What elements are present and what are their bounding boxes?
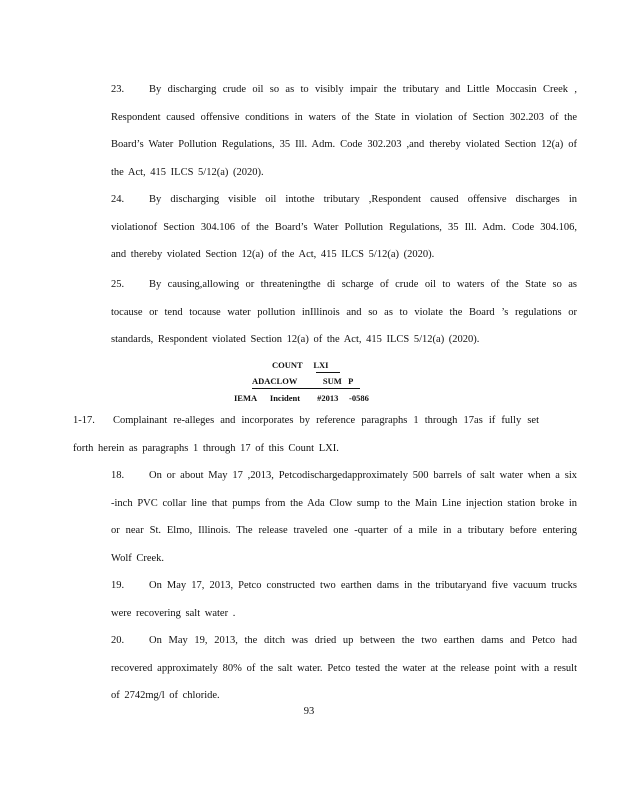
paragraph-23 — [73, 76, 577, 186]
paragraph-number: 19. — [111, 580, 125, 591]
incident-label: Incident — [269, 393, 301, 403]
paragraph-text: By discharging crude oil so as to visibly impair the tributary and Little Moccasin Creek , Respondent caused offensive conditions in waters of the State in violation of Section 302.203 of the Board’s Water Pollution Regulations, 35 Ill. Adm. Code 302.203 ,and thereby violated Section 12(a) of the Act, 415 ILCS 5/12(a) (2020). — [111, 84, 577, 178]
incident-number: #2013 — [317, 393, 339, 403]
agency: IEMA — [234, 393, 258, 403]
count-label: COUNT — [272, 360, 303, 370]
paragraph-20 — [73, 627, 577, 710]
incident-code: -0586 — [349, 393, 369, 403]
sum-label: SUM — [322, 376, 342, 386]
paragraph-text: On May 17, 2013, Petco constructed two earthen dams in the tributaryand five vacuum trucks were recovering salt water . — [111, 580, 577, 619]
count-roman: LXI — [313, 360, 329, 370]
paragraph-1-17 — [73, 407, 539, 462]
paragraph-number: 25. — [111, 279, 125, 290]
count-title — [272, 360, 328, 370]
site-name: ADACLOW — [252, 376, 298, 386]
paragraph-number: 24. — [111, 194, 125, 205]
paragraph-19 — [73, 572, 577, 627]
paragraph-18 — [73, 462, 577, 572]
paragraph-number: 18. — [111, 470, 125, 481]
paragraph-text: By causing,allowing or threateningthe di scharge of crude oil to waters of the State so as tocause or tend tocause water pollution inIllinois and so as to violate the Board ’s regulations or standards, Respondent violated Section 12(a) of the Act, 415 ILCS 5/12(a) (2020). — [111, 279, 577, 345]
paragraph-text: Complainant re-alleges and incorporates by reference paragraphs 1 through 17as if fully set forth herein as paragraphs 1 through 17 of this Count LXI. — [73, 415, 539, 454]
paragraph-number: 1-17. — [73, 415, 95, 426]
incident-line — [234, 393, 369, 403]
p-label: P — [348, 376, 354, 386]
paragraph-24 — [73, 186, 577, 269]
paragraph-text: By discharging visible oil intothe tributary ,Respondent caused offensive discharges in violationof Section 304.106 of the Board’s Water Pollution Regulations, 35 Ill. Adm. Code 304.106, and thereby violated Section 12(a) of the Act, 415 ILCS 5/12(a) (2020). — [111, 194, 577, 260]
paragraph-number: 20. — [111, 635, 125, 646]
page-number: 93 — [303, 706, 315, 717]
subtitle-underline — [252, 388, 360, 389]
count-subtitle — [252, 376, 353, 386]
paragraph-text: On May 19, 2013, the ditch was dried up between the two earthen dams and Petco had recovered approximately 80% of the salt water. Petco tested the water at the release point with a result of 2742mg/l of chloride. — [111, 635, 577, 701]
header-underline — [316, 372, 340, 373]
paragraph-25 — [73, 271, 577, 354]
paragraph-text: On or about May 17 ,2013, Petcodischargedapproximately 500 barrels of salt water when a six -inch PVC collar line that pumps from the Ada Clow sump to the Main Line injection station broke in or near St. Elmo, Illinois. The release traveled one -quarter of a mile in a tributary before entering Wolf Creek. — [111, 470, 577, 564]
paragraph-number: 23. — [111, 84, 125, 95]
